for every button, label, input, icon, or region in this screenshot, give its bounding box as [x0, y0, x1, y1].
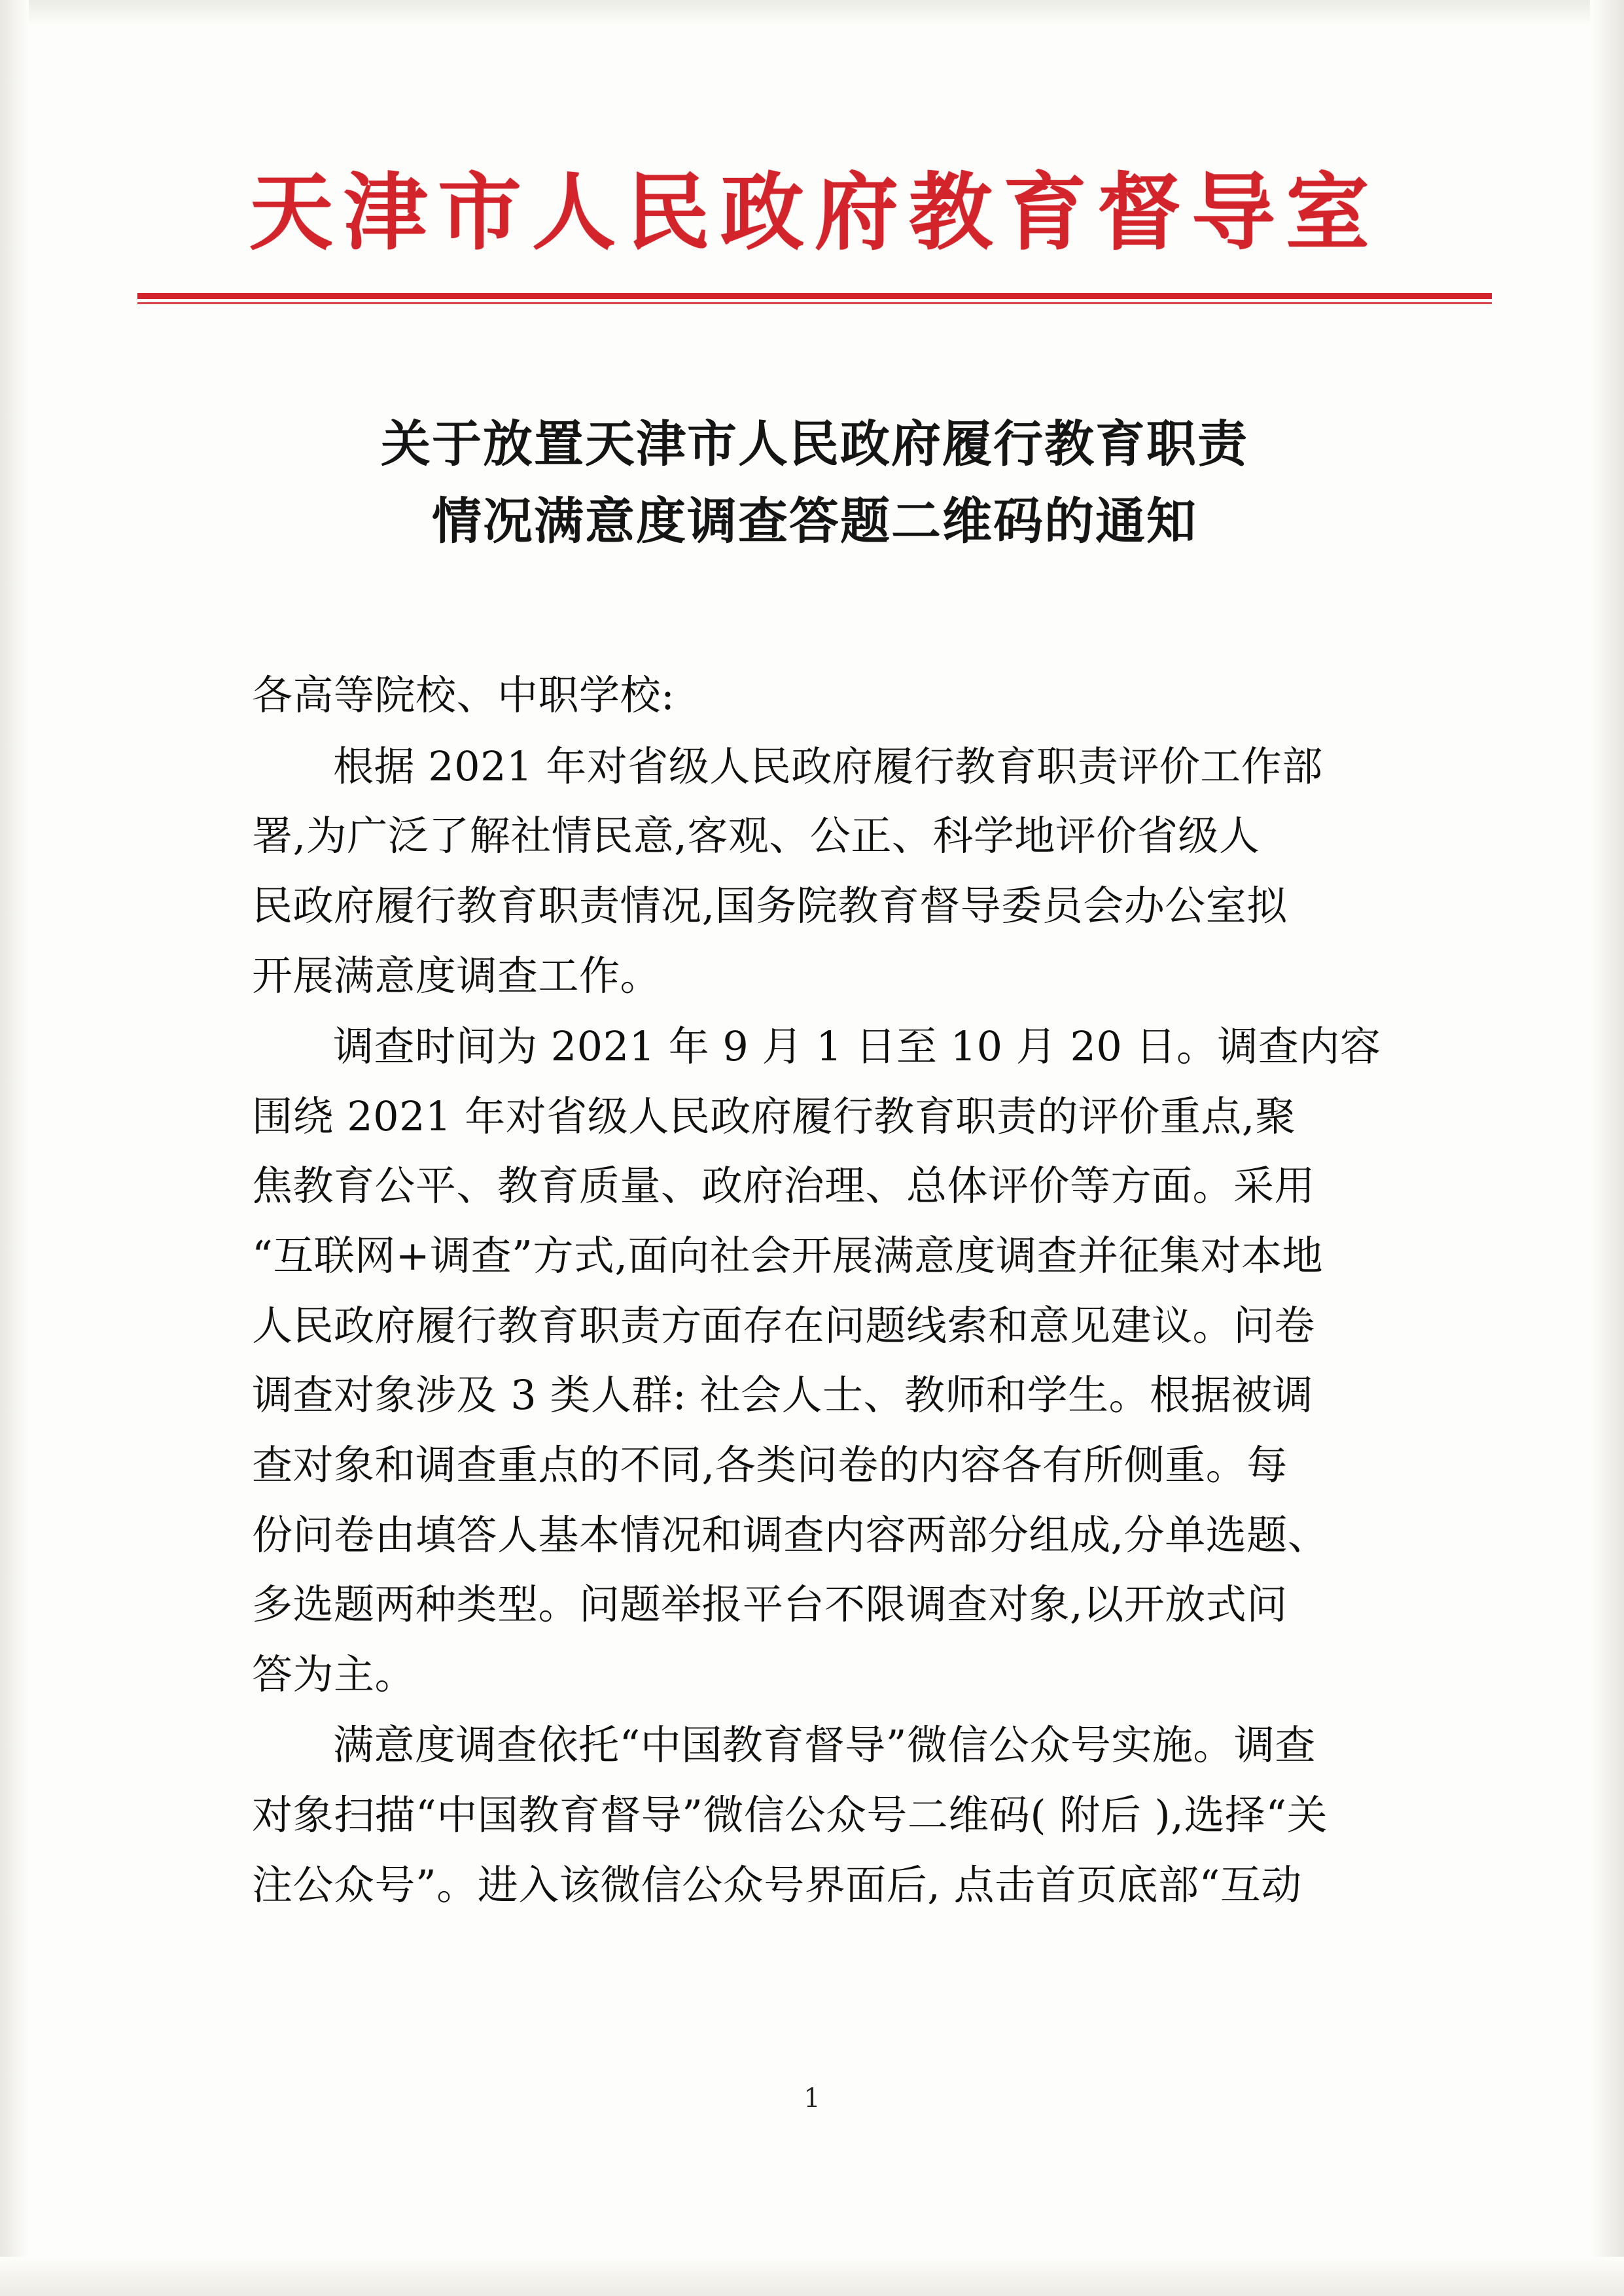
- page-number: 1: [803, 2083, 821, 2113]
- paragraph-3-line-1: 满意度调查依托“中国教育督导”微信公众号实施。调查: [333, 1721, 1316, 1769]
- masthead-organization-title: 天津市人民政府教育督导室: [249, 164, 1380, 262]
- paragraph-1-line-1: 根据 2021 年对省级人民政府履行教育职责评价工作部: [333, 742, 1323, 790]
- paragraph-3-line-3: 注公众号”。进入该微信公众号界面后, 点击首页底部“互动: [252, 1860, 1302, 1909]
- paragraph-2-line-7: 查对象和调查重点的不同,各类问卷的内容各有所侧重。每: [252, 1440, 1288, 1489]
- masthead-rule-thin: [137, 302, 1492, 304]
- paragraph-3: [252, 1711, 1390, 1920]
- document-body: [252, 661, 1390, 1921]
- paragraph-2-line-9: 多选题两种类型。问题举报平台不限调查对象,以开放式问: [252, 1580, 1288, 1629]
- paragraph-3-line-2: 对象扫描“中国教育督导”微信公众号二维码( 附后 ),选择“关: [252, 1791, 1328, 1839]
- paragraph-2-line-8: 份问卷由填答人基本情况和调查内容两部分组成,分单选题、: [252, 1510, 1329, 1559]
- salutation: 各高等院校、中职学校:: [252, 671, 675, 719]
- paragraph-2-line-4: “互联网+调查”方式,面向社会开展满意度调查并征集对本地: [252, 1232, 1324, 1279]
- masthead: [137, 164, 1492, 304]
- paragraph-2-line-1: 调查时间为 2021 年 9 月 1 日至 10 月 20 日。调查内容: [333, 1022, 1381, 1071]
- paragraph-1-line-2: 署,为广泛了解社情民意,客观、公正、科学地评价省级人: [252, 812, 1260, 860]
- paragraph-2-line-5: 人民政府履行教育职责方面存在问题线索和意见建议。问卷: [252, 1301, 1316, 1349]
- paragraph-1-line-4: 开展满意度调查工作。: [252, 951, 662, 1000]
- page-title-line-1: 关于放置天津市人民政府履行教育职责: [381, 415, 1248, 473]
- masthead-rule-thick: [137, 293, 1492, 299]
- paragraph-2-line-10: 答为主。: [252, 1650, 416, 1698]
- paragraph-2-line-3: 焦教育公平、教育质量、政府治理、总体评价等方面。采用: [252, 1162, 1316, 1210]
- paragraph-2-line-6: 调查对象涉及 3 类人群: 社会人士、教师和学生。根据被调: [252, 1371, 1313, 1419]
- paragraph-1-line-3: 民政府履行教育职责情况,国务院教育督导委员会办公室拟: [252, 881, 1288, 930]
- paragraph-2: [252, 1012, 1390, 1709]
- page-title: [216, 406, 1413, 560]
- page-title-line-2: 情况满意度调查答题二维码的通知: [432, 491, 1197, 550]
- paragraph-2-line-2: 围绕 2021 年对省级人民政府履行教育职责的评价重点,聚: [252, 1092, 1296, 1140]
- paragraph-1: [252, 732, 1390, 1011]
